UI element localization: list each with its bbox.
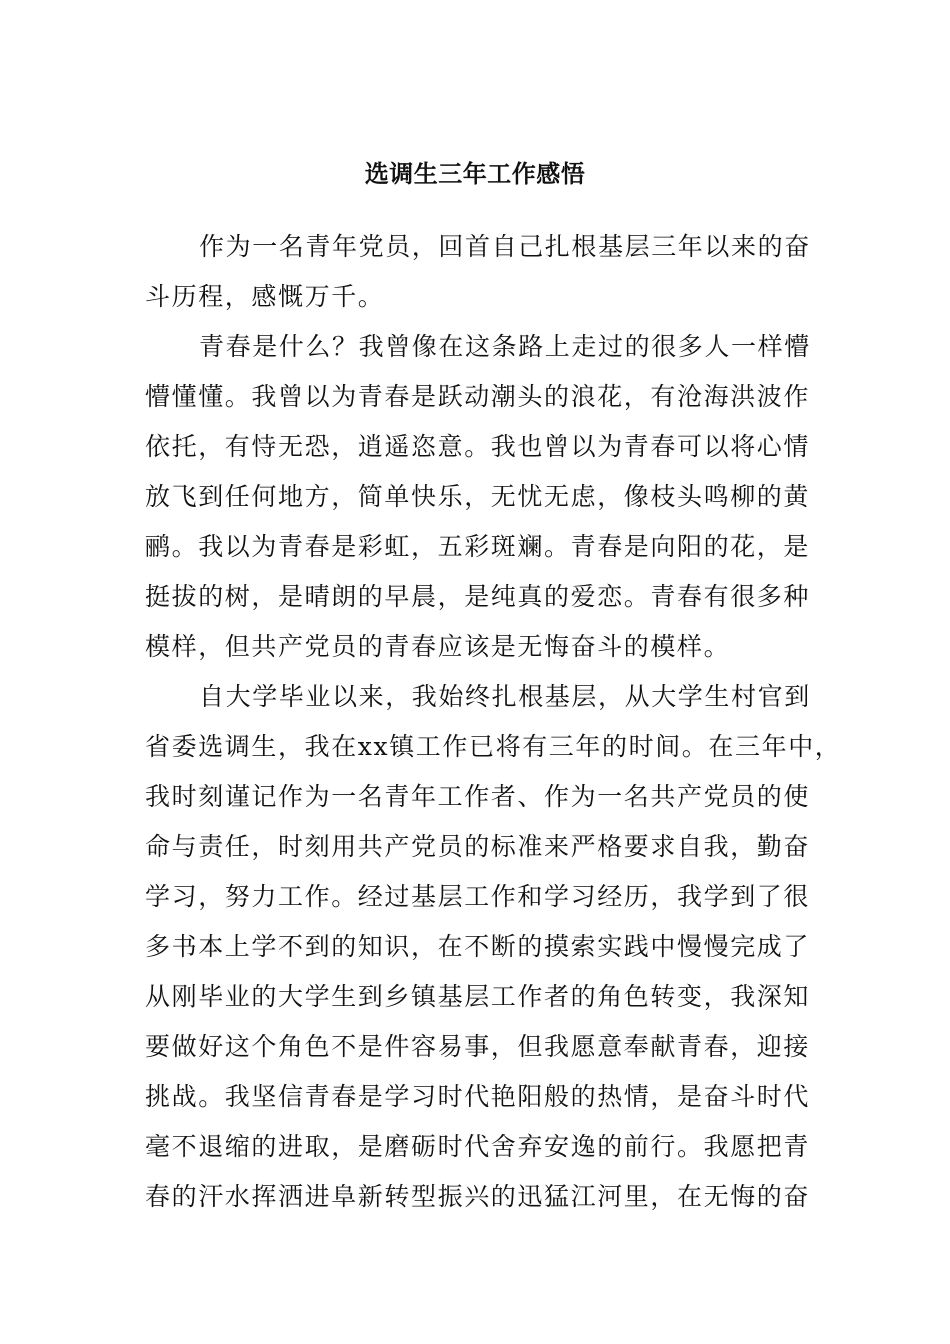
paragraph-3-line-6: 多书本上学不到的知识，在不断的摸索实践中慢慢完成了: [145, 932, 811, 961]
document-title: 选调生三年工作感悟: [364, 160, 586, 188]
paragraph-2-line-7: 模样，但共产党员的青春应该是无悔奋斗的模样。: [145, 632, 731, 661]
paragraph-3-line-11: 春的汗水挥洒进阜新转型振兴的迅猛江河里，在无悔的奋: [145, 1182, 811, 1211]
paragraph-2-line-3: 依托，有恃无恐，逍遥恣意。我也曾以为青春可以将心情: [145, 432, 811, 461]
paragraph-2-line-4: 放飞到任何地方，简单快乐，无忧无虑，像枝头鸣柳的黄: [145, 482, 811, 511]
paragraph-1-line-2: 斗历程，感慨万千。: [145, 282, 385, 311]
paragraph-2-line-5: 鹂。我以为青春是彩虹，五彩斑斓。青春是向阳的花，是: [145, 532, 811, 561]
paragraph-3-line-7: 从刚毕业的大学生到乡镇基层工作者的角色转变，我深知: [145, 982, 811, 1011]
paragraph-3-line-9: 挑战。我坚信青春是学习时代艳阳般的热情，是奋斗时代: [145, 1082, 811, 1111]
paragraph-3-line-3: 我时刻谨记作为一名青年工作者、作为一名共产党员的使: [145, 782, 811, 811]
paragraph-1-line-1: 作为一名青年党员，回首自己扎根基层三年以来的奋: [199, 232, 811, 261]
document-body: [145, 222, 842, 1222]
paragraph-3-line-8: 要做好这个角色不是件容易事，但我愿意奉献青春，迎接: [145, 1032, 811, 1061]
paragraph-2-line-6: 挺拔的树，是晴朗的早晨，是纯真的爱恋。青春有很多种: [145, 582, 811, 611]
paragraph-2-line-1: 青春是什么？我曾像在这条路上走过的很多人一样懵: [199, 332, 811, 361]
paragraph-3-line-10: 毫不退缩的进取，是磨砺时代舍弃安逸的前行。我愿把青: [145, 1132, 811, 1161]
paragraph-2-line-2: 懵懂懂。我曾以为青春是跃动潮头的浪花，有沧海洪波作: [145, 382, 811, 411]
paragraph-3-line-2: 省委选调生，我在xx镇工作已将有三年的时间。在三年中，: [145, 732, 842, 761]
paragraph-3-line-5: 学习，努力工作。经过基层工作和学习经历，我学到了很: [145, 882, 811, 911]
paragraph-3-line-1: 自大学毕业以来，我始终扎根基层，从大学生村官到: [199, 682, 811, 711]
paragraph-3-line-4: 命与责任，时刻用共产党员的标准来严格要求自我，勤奋: [145, 832, 811, 861]
